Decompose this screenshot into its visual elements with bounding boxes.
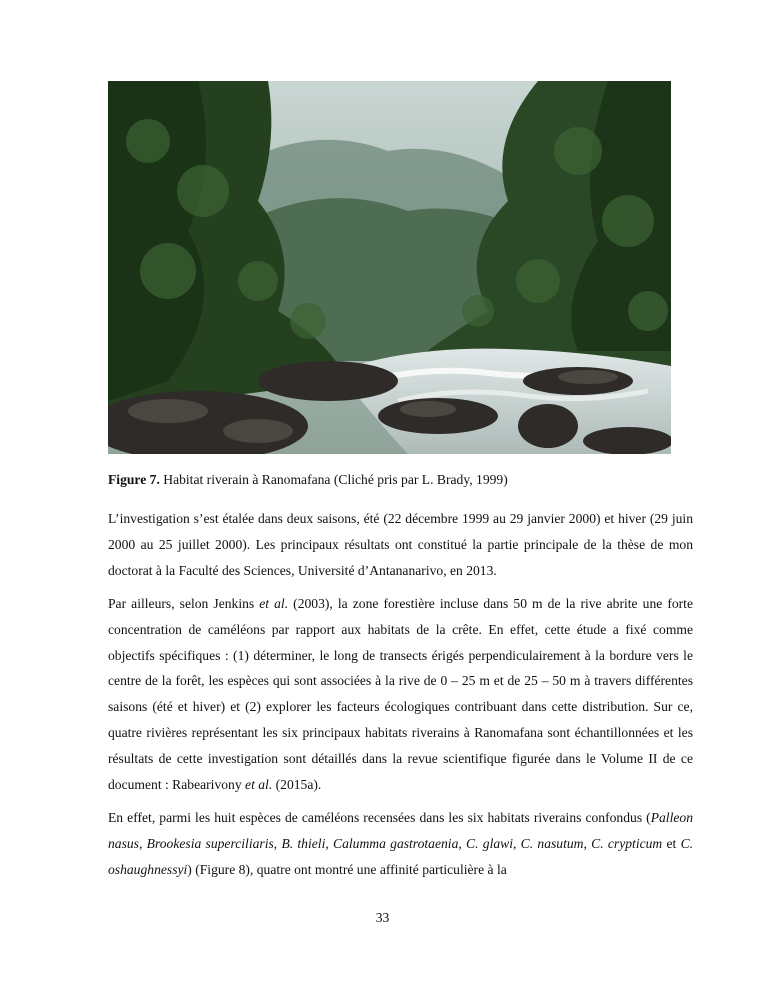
italic-et-al: et al. <box>259 596 289 611</box>
text-run: , <box>325 835 334 851</box>
text-run: et <box>662 835 681 851</box>
page-number: 33 <box>375 910 390 925</box>
paragraph-species <box>108 805 693 882</box>
text-run: , <box>138 835 147 851</box>
figure-caption-text: Habitat riverain à Ranomafana (Cliché pris par L. Brady, 1999) <box>159 472 508 487</box>
text-run: , <box>458 835 467 851</box>
species-name: B. thieli <box>281 835 326 851</box>
text-run: Par ailleurs, selon Jenkins <box>108 596 260 611</box>
species-name: C. nasutum <box>520 835 584 851</box>
species-name: Brookesia superciliaris <box>146 835 274 851</box>
italic-et-al: et al. <box>245 776 273 792</box>
figure-label: Figure 7. <box>108 472 160 487</box>
text-run: En effet, parmi les huit espèces de caméléons recensées dans les six habitats riverains confondus ( <box>108 810 651 825</box>
species-name: C. oshaughnessyi <box>108 835 694 877</box>
text-run: , <box>513 835 521 851</box>
figure-caption <box>108 471 698 489</box>
paragraph-jenkins <box>108 591 693 797</box>
text-run: , <box>583 835 592 851</box>
text-run: (2003), la zone forestière incluse dans 50 m de la rive abrite une forte concentration de caméléons par rapport aux habitats de la crête. En effet, cette étude a fixé comme objectifs spécifiques : (1) déterminer, le long de transects érigés perpendiculairement à la bordure vers le centre de la forêt, les espèces qui sont associées à la rive de 0 – 25 m et de 25 – 50 m à travers différentes saisons (été et hiver) et (2) explorer les facteurs écologiques contribuant dans cette distribution. Sur ce, quatre rivières représentant les six principaux habitats riverains à Ranomafana sont échantillonnées et les résultats de cette investigation sont détaillés dans la revue scientifique figurée dans le Volume II de ce document : Rabearivony <box>108 596 693 792</box>
text-run: ) (Figure 8), quatre ont montré une affinité particulière à la <box>187 861 507 877</box>
species-name: C. crypticum <box>591 835 663 851</box>
species-name: Palleon nasus <box>108 810 693 851</box>
photo-illustration <box>108 81 671 454</box>
text-run: , <box>273 835 282 851</box>
text-run: (2015a). <box>272 776 322 792</box>
paragraph-investigation: L’investigation s’est étalée dans deux saisons, été (22 décembre 1999 au 29 janvier 2000) et hiver (29 juin 2000 au 25 juillet 2000). Les principaux résultats ont constitué la partie principale de la thèse de mon doctorat à la Faculté des Sciences, Université d’Antananarivo, en 2013. <box>108 511 693 578</box>
riverine-habitat-photo <box>108 81 671 454</box>
species-name: Calumma gastrotaenia <box>333 835 459 851</box>
species-name: C. glawi <box>466 835 513 851</box>
